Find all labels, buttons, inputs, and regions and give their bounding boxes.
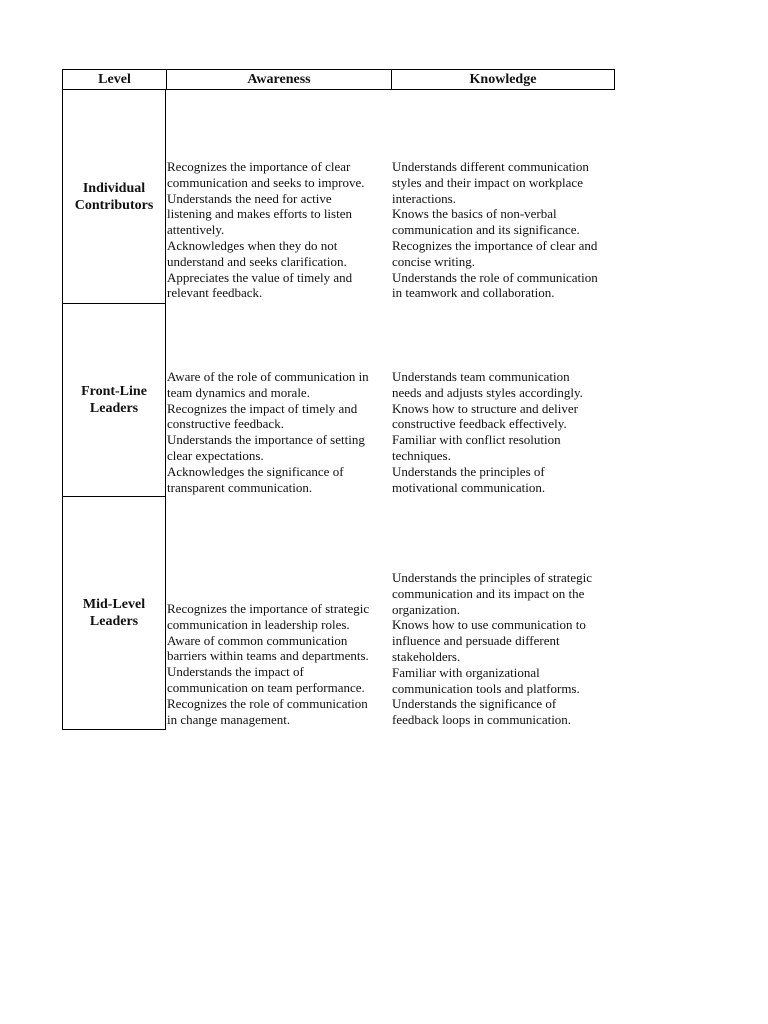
header-awareness: Awareness [167,70,392,89]
level-label: Mid-Level Leaders [82,597,146,629]
knowledge-cell-individual-contributors: Understands different communication styles and their impact on workplace interactions. Knows the basics of non-verbal communication and its significance. Recognizes the importance of clear and concise writing. Understands the role of communication in teamwork and collaboration. [392,159,598,301]
awareness-cell-individual-contributors: Recognizes the importance of clear communication and seeks to improve. Understands the need for active listening and makes efforts to listen attentively. Acknowledges when they do not understand and seeks clarification. Appreciates the value of timely and relevant feedback. [167,159,365,301]
knowledge-cell-front-line-leaders: Understands team communication needs and adjusts styles accordingly. Knows how to structure and deliver constructive feedback effectively. Familiar with conflict resolution techniques. Understands the principles of motivational communication. [392,369,583,495]
level-label: Front-Line Leaders [81,384,147,416]
level-label: Individual Contributors [74,180,154,213]
header-level: Level [63,70,167,89]
level-cell-front-line-leaders [62,304,166,497]
header-knowledge: Knowledge [469,72,537,87]
level-cell-mid-level-leaders [62,497,166,730]
awareness-cell-mid-level-leaders: Recognizes the importance of strategic communication in leadership roles. Aware of common communication barriers within teams and departments. Understands the impact of communication on team performance. Recognizes the role of communication in change management. [167,601,370,727]
level-cell-individual-contributors [62,90,166,304]
table-header-row [62,69,615,90]
awareness-cell-front-line-leaders: Aware of the role of communication in team dynamics and morale. Recognizes the impact of timely and constructive feedback. Understands the importance of setting clear expectations. Acknowledges the significance of transparent communication. [167,369,369,495]
knowledge-cell-mid-level-leaders: Understands the principles of strategic communication and its impact on the organization. Knows how to use communication to influence and persuade different stakeholders. Familiar with organizational communication tools and platforms. Understands the significance of feedback loops in communication. [392,570,592,728]
